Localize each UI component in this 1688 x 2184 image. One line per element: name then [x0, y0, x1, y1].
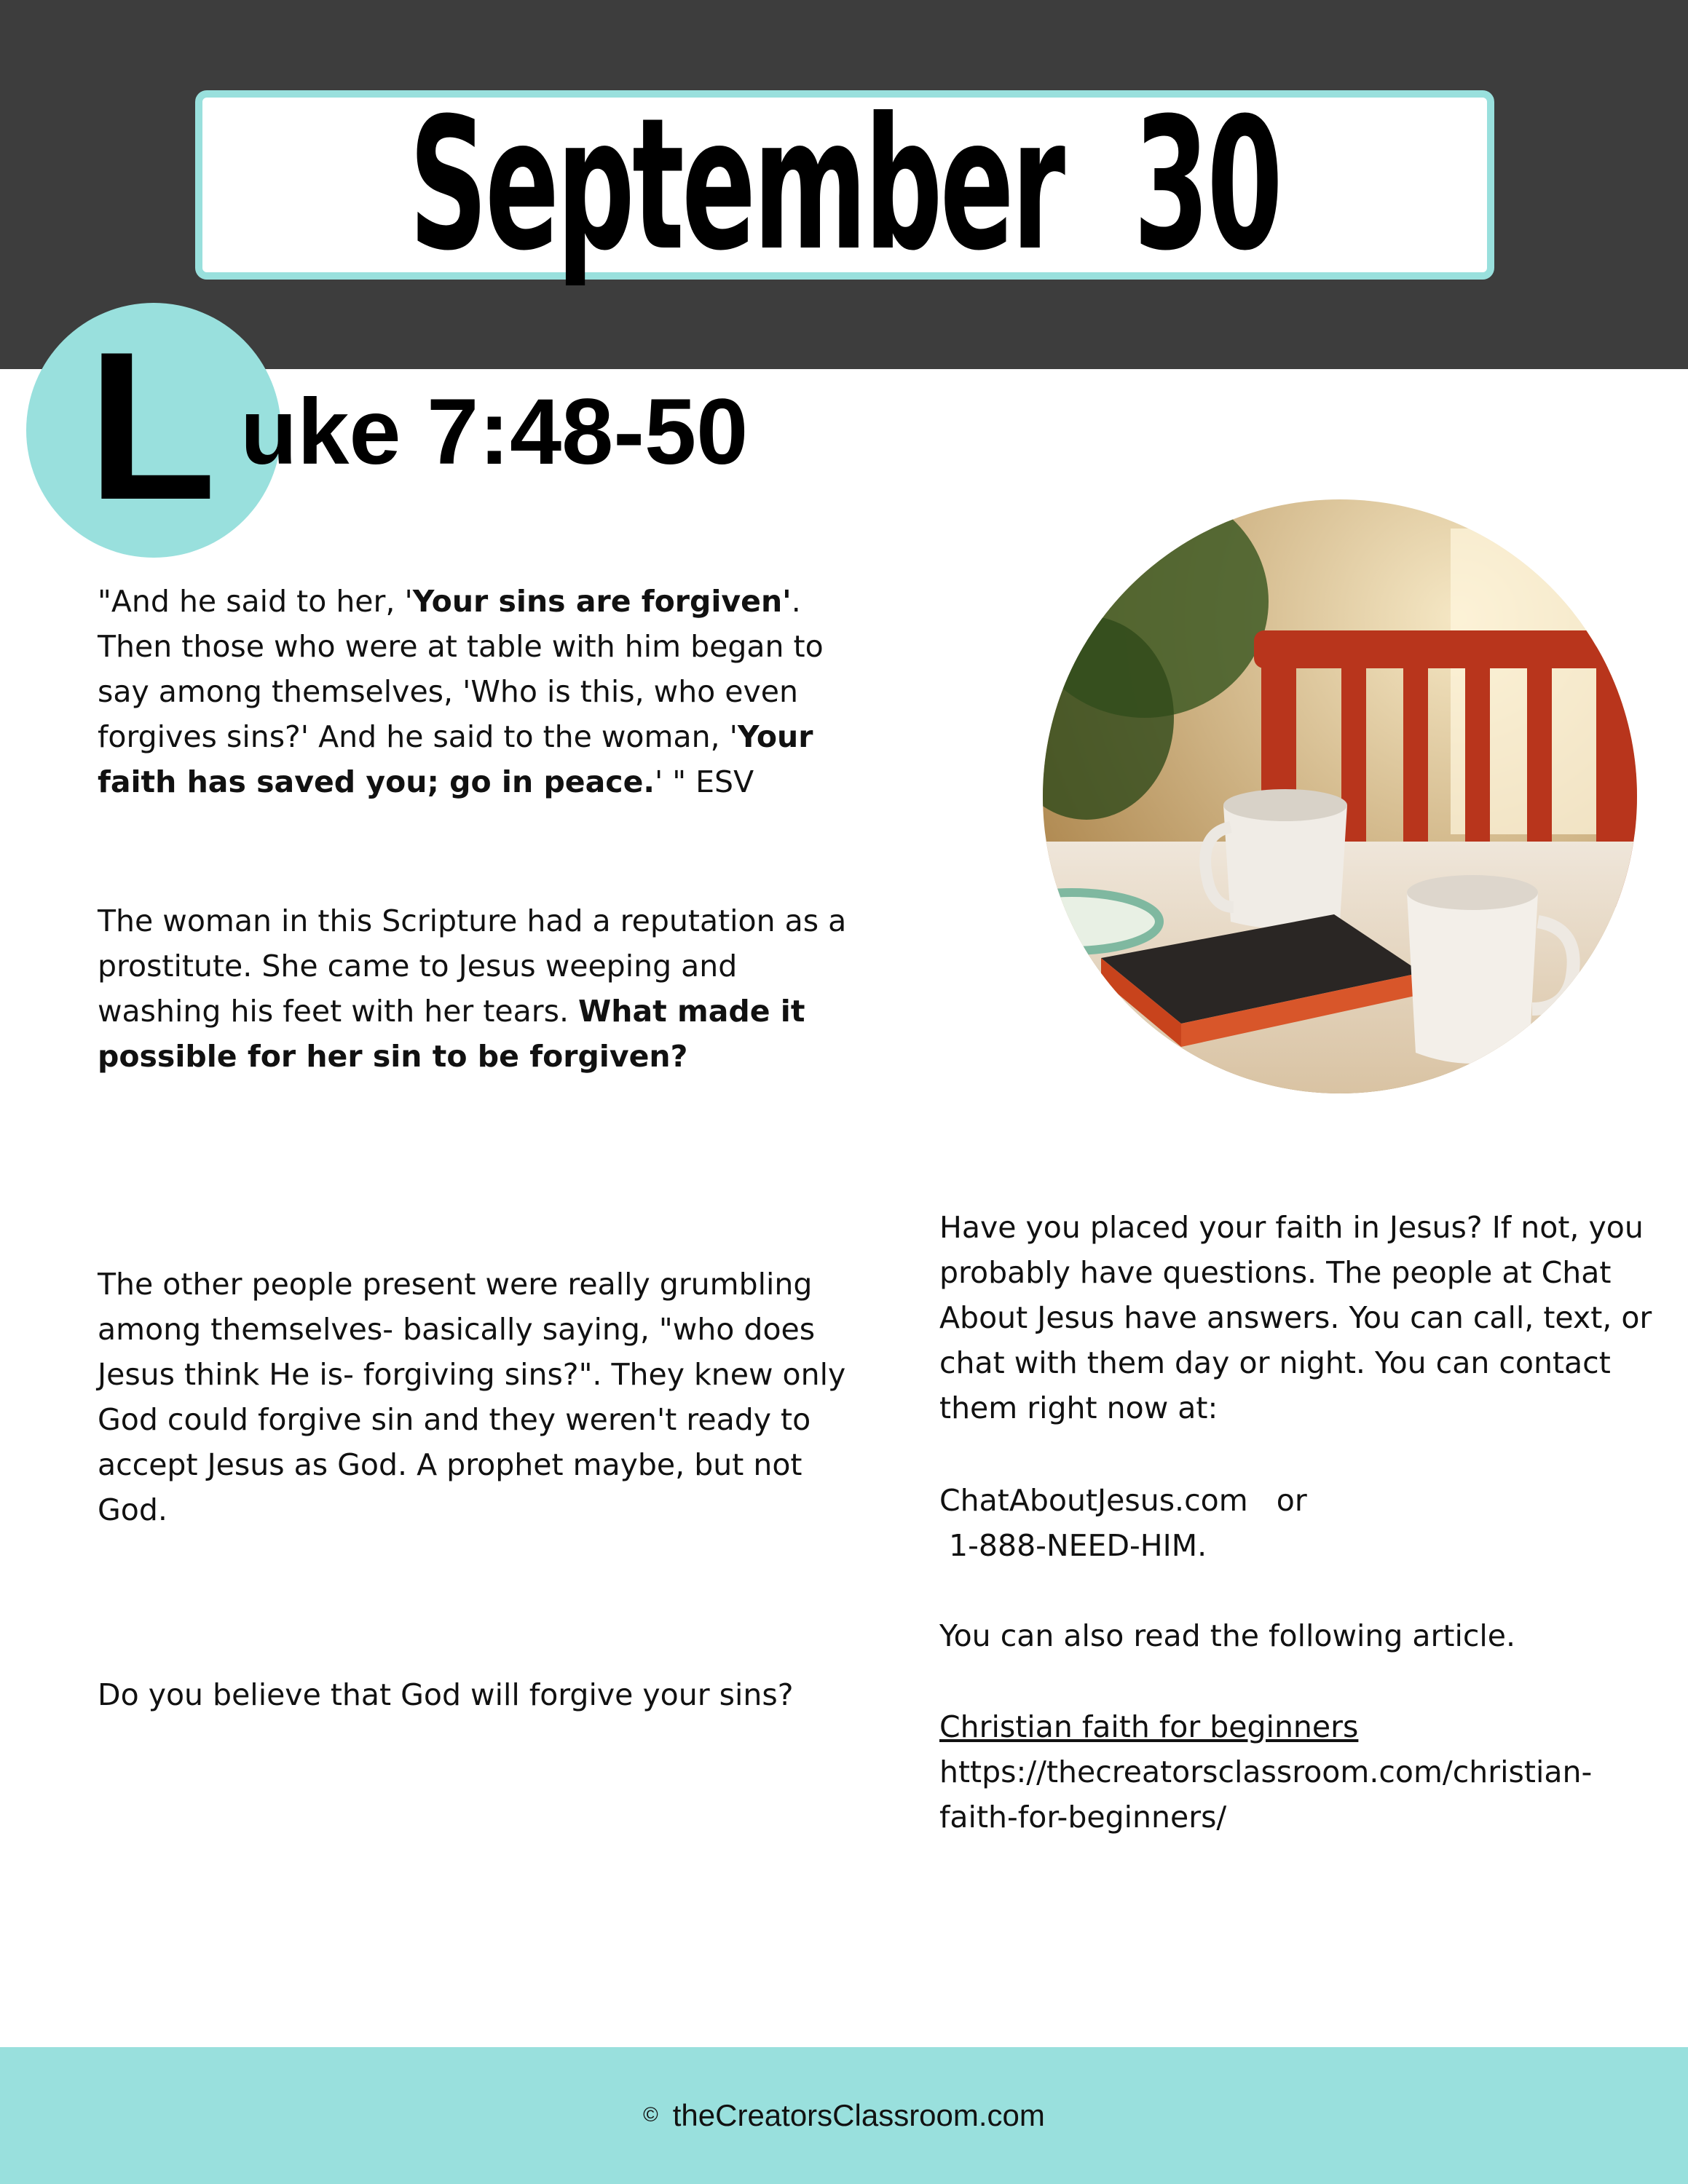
chat-site: ChatAboutJesus.com or	[939, 1483, 1307, 1518]
bible-coffee-photo	[1043, 499, 1637, 1093]
copyright-icon: ©	[643, 2103, 658, 2126]
title-initial-letter: L	[87, 308, 217, 544]
article-url: https://thecreatorsclassroom.com/christian-faith-for-beginners/	[939, 1754, 1593, 1835]
footer-credit	[643, 2098, 1045, 2133]
verse-part-1: "And he said to her, '	[98, 584, 413, 619]
scripture-verse	[98, 579, 855, 804]
woman-text: The woman in this Scripture had a reputation as a prostitute. She came to Jesus weeping and washing his feet with her tears.	[98, 903, 847, 1029]
date-banner	[195, 79, 1494, 290]
verse-part-2: . Then those who were at table with him began to say among themselves, 'Who is this, who even forgives sins?' And he said to the woman, '	[98, 584, 824, 754]
woman-question: What made it possible for her sin to be forgiven?	[98, 994, 805, 1074]
sidebar-contact	[939, 1478, 1668, 1568]
sidebar-also: You can also read the following article.	[939, 1618, 1516, 1653]
verse-part-3: ' " ESV	[654, 764, 754, 799]
footer-site-link[interactable]: theCreatorsClassroom.com	[672, 2098, 1045, 2132]
verse-bold-2: Your faith has saved you; go in peace.	[98, 719, 813, 799]
page-date: September 30	[409, 79, 1281, 290]
article-link[interactable]: Christian faith for beginners	[939, 1709, 1359, 1744]
sidebar-intro: Have you placed your faith in Jesus? If not, you probably have questions. The people at Chat About Jesus have answers. You can call, text, or chat with them day or night. You can contact them right now at:	[939, 1210, 1652, 1425]
phone-number: 1-888-NEED-HIM.	[939, 1528, 1207, 1563]
page-title: uke 7:48-50	[240, 380, 749, 484]
woman-paragraph	[98, 898, 855, 1079]
others-paragraph: The other people present were really grumbling among themselves- basically saying, "who does Jesus think He is- forgiving sins?". They knew only God could forgive sin and they weren't ready to accept Jesus as God. A prophet maybe, but not God.	[98, 1267, 846, 1527]
believe-question: Do you believe that God will forgive your sins?	[98, 1677, 794, 1712]
footer	[0, 2047, 1688, 2184]
sidebar-article	[939, 1704, 1668, 1840]
verse-bold-1: Your sins are forgiven'	[412, 584, 792, 619]
